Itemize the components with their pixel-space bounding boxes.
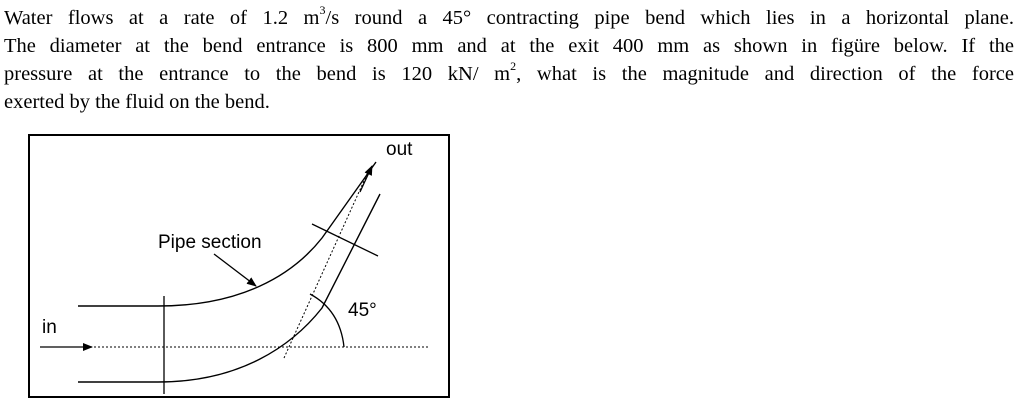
problem-line-1 [4,4,1014,32]
problem-text: /s round a 45° contracting pipe bend which lies in a horizontal plane. [325,7,1015,29]
problem-text: Water flows at a rate of 1.2 m [4,7,320,29]
label-in: in [42,317,57,338]
outflow-arrow [360,166,372,192]
problem-statement [4,4,1014,116]
pipe-lower-wall [78,194,380,382]
pipe-bend-figure [28,134,450,398]
pipe-bend-diagram [30,136,452,400]
label-pipe-section: Pipe section [158,232,262,253]
pipe-section-pointer [214,254,256,286]
problem-line-4: exerted by the fluid on the bend. [4,91,270,113]
outflow-centerline [284,172,368,358]
angle-arc [310,294,344,347]
problem-text: pressure at the entrance to the bend is 120 kN/ m [4,63,511,85]
label-out: out [386,139,413,160]
exit-section-line [312,224,378,256]
superscript: 3 [319,3,326,18]
problem-line-2: The diameter at the bend entrance is 800 mm and at the exit 400 mm as shown in figüre below. If the [4,35,1014,57]
problem-line-3 [4,60,1014,88]
label-angle: 45° [348,300,377,321]
superscript: 2 [510,59,517,74]
problem-text: , what is the magnitude and direction of the force [516,63,1014,85]
